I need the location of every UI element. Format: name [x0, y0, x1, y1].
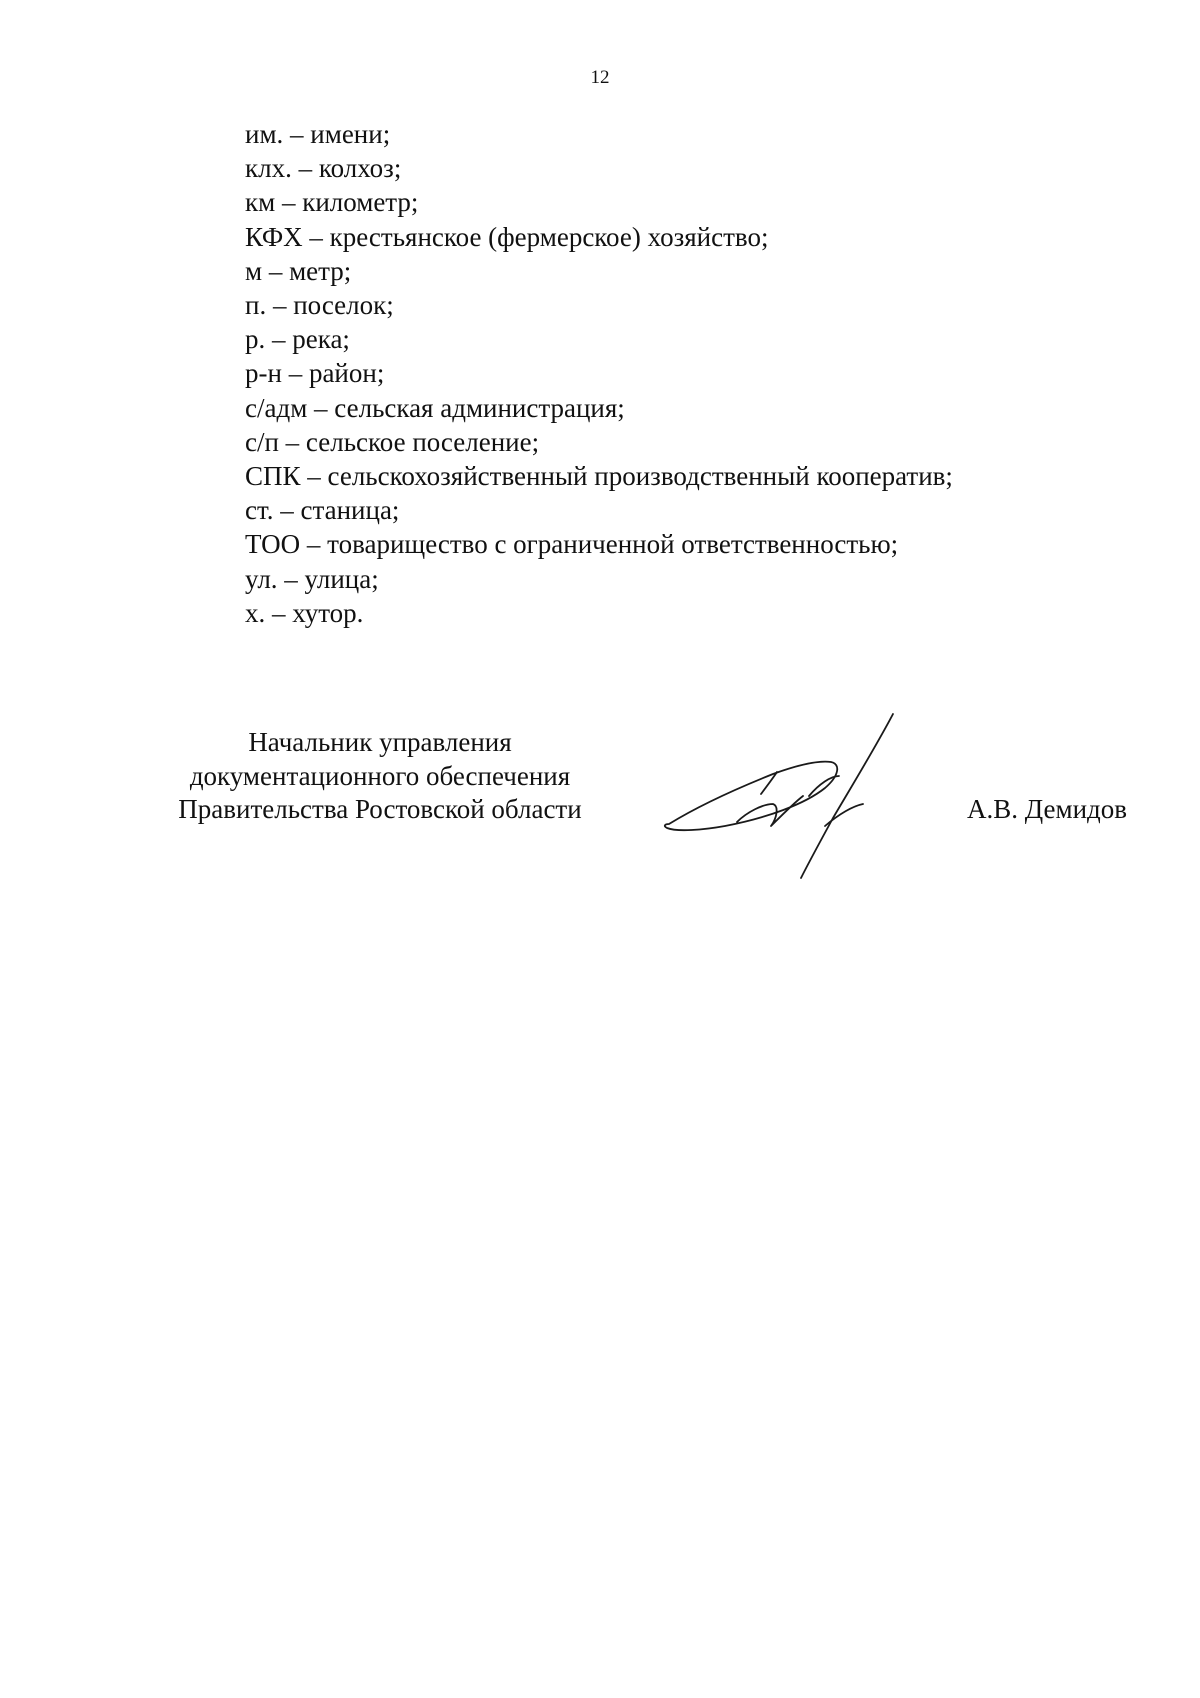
- list-item: р. – река;: [245, 324, 350, 355]
- list-item: ТОО – товарищество с ограниченной ответственностью;: [245, 529, 899, 560]
- position-line: Начальник управления: [248, 727, 512, 757]
- signer-name: А.В. Демидов: [967, 794, 1128, 824]
- list-item: с/адм – сельская администрация;: [245, 392, 625, 423]
- list-item: х. – хутор.: [245, 597, 364, 628]
- abbreviation-list: [245, 117, 953, 630]
- page-number: 12: [590, 67, 610, 88]
- list-item: км – километр;: [245, 187, 419, 218]
- handwritten-signature: [655, 700, 955, 880]
- list-item: п. – поселок;: [245, 290, 394, 321]
- list-item: КФХ – крестьянское (фермерское) хозяйство;: [245, 221, 769, 252]
- list-item: ст. – станица;: [245, 495, 400, 526]
- list-item: с/п – сельское поселение;: [245, 426, 540, 457]
- position-line: Правительства Ростовской области: [178, 794, 582, 824]
- list-item: им. – имени;: [245, 119, 391, 149]
- list-item: р-н – район;: [245, 358, 385, 389]
- position-line: документационного обеспечения: [189, 760, 571, 791]
- list-item: СПК – сельскохозяйственный производственный кооператив;: [245, 461, 953, 492]
- list-item: клх. – колхоз;: [245, 153, 402, 184]
- list-item: ул. – улица;: [245, 563, 379, 594]
- list-item: м – метр;: [245, 255, 352, 286]
- signatory-position: [150, 726, 610, 827]
